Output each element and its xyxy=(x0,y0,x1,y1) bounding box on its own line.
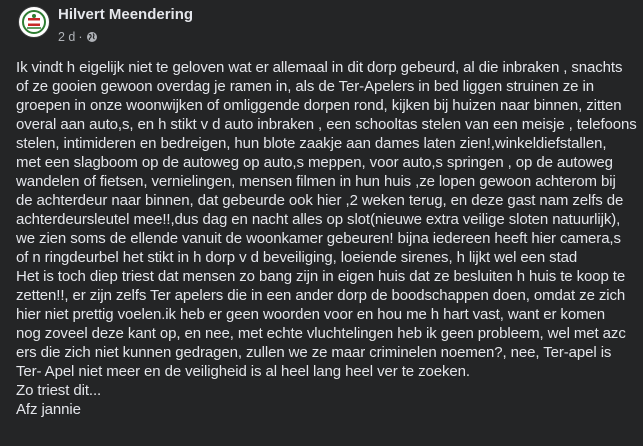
post-text-line: met een slagboom op de autoweg op auto,s meppen, voor auto,s springen , op de autoweg xyxy=(16,154,613,171)
post-text-line: Ik vindt h eigelijk niet te geloven wat er allemaal in dit dorp gebeurd, al die inbraken , snachts xyxy=(16,59,623,76)
post-text-line: groepen in onze woonwijken of omliggende dorpen rond, kijken bij huizen naar binnen, zitten xyxy=(16,97,622,114)
separator-dot: · xyxy=(78,30,83,44)
post-text-line: hier niet prettig voelen.ik heb er geen woorden voor en hou me h hart vast, want er komen xyxy=(16,306,605,323)
post-text-line: de achterdeur naar binnen, dat gebeurde ook hier ,2 weken terug, en deze gast nam zelfs de xyxy=(16,192,624,209)
post-text-line: stelen, intimideren en bedreigen, hun blote zaakje aan dames laten zien!,winkeldiefstallen, xyxy=(16,135,607,152)
post-text-line: Afz jannie xyxy=(16,401,81,418)
author-name[interactable]: Hilvert Meendering xyxy=(58,6,194,23)
avatar[interactable] xyxy=(18,6,50,38)
post-text-line: overal aan auto,s, en h stikt v d auto inbraken , een schooltas stelen van een meisje , telefoons xyxy=(16,116,637,133)
post-meta xyxy=(58,4,193,45)
post-text-line: Het is toch diep triest dat mensen zo bang zijn in eigen huis dat ze besluiten h huis te koop te xyxy=(16,268,626,285)
post-text-line: wandelen of fietsen, vernielingen, mensen filmen in hun huis ,ze lopen gewoon achterom bij xyxy=(16,173,616,190)
post-text-line: Ter- Apel niet meer en de veiligheid is al heel lang heel ver te zoeken. xyxy=(16,363,470,380)
post-body xyxy=(16,58,636,419)
post-text-line: nog zoveel deze kant op, en nee, met echte vluchtelingen heb ik geen probleem, wel met azc xyxy=(16,325,626,342)
post-text-line: we zien soms de ellende vanuit de woonkamer gebeuren! bijna iedereen heeft hier camera,s xyxy=(16,230,621,247)
post-text-line: achterdeursleutel mee!!,dus dag en nacht alles op slot(nieuwe extra veilige sloten natuurlijk), xyxy=(16,211,621,228)
post-text-line: Zo triest dit... xyxy=(16,382,102,399)
globe-icon[interactable] xyxy=(86,31,98,43)
post-text-line: of n ringdeurbel het stikt in h dorp v d beveiliging, loeiende sirenes, h lijkt wel een stad xyxy=(16,249,578,266)
post-text-line: zetten!!, er zijn zelfs Ter apelers die in een ander dorp de boodschappen doen, omdat ze zich xyxy=(16,287,626,304)
post-text-line: ers die zich niet kunnen gedragen, zullen we ze maar criminelen noemen?, nee, Ter-apel is xyxy=(16,344,612,361)
avatar-logo-icon xyxy=(19,7,49,37)
post-text-line: of ze gooien gewoon overdag je ramen in, als de Ter-Apelers in bed liggen struinen ze in xyxy=(16,78,594,95)
post-subline xyxy=(58,29,193,45)
post-header xyxy=(18,4,193,48)
post-timestamp[interactable]: 2 d xyxy=(58,30,76,44)
